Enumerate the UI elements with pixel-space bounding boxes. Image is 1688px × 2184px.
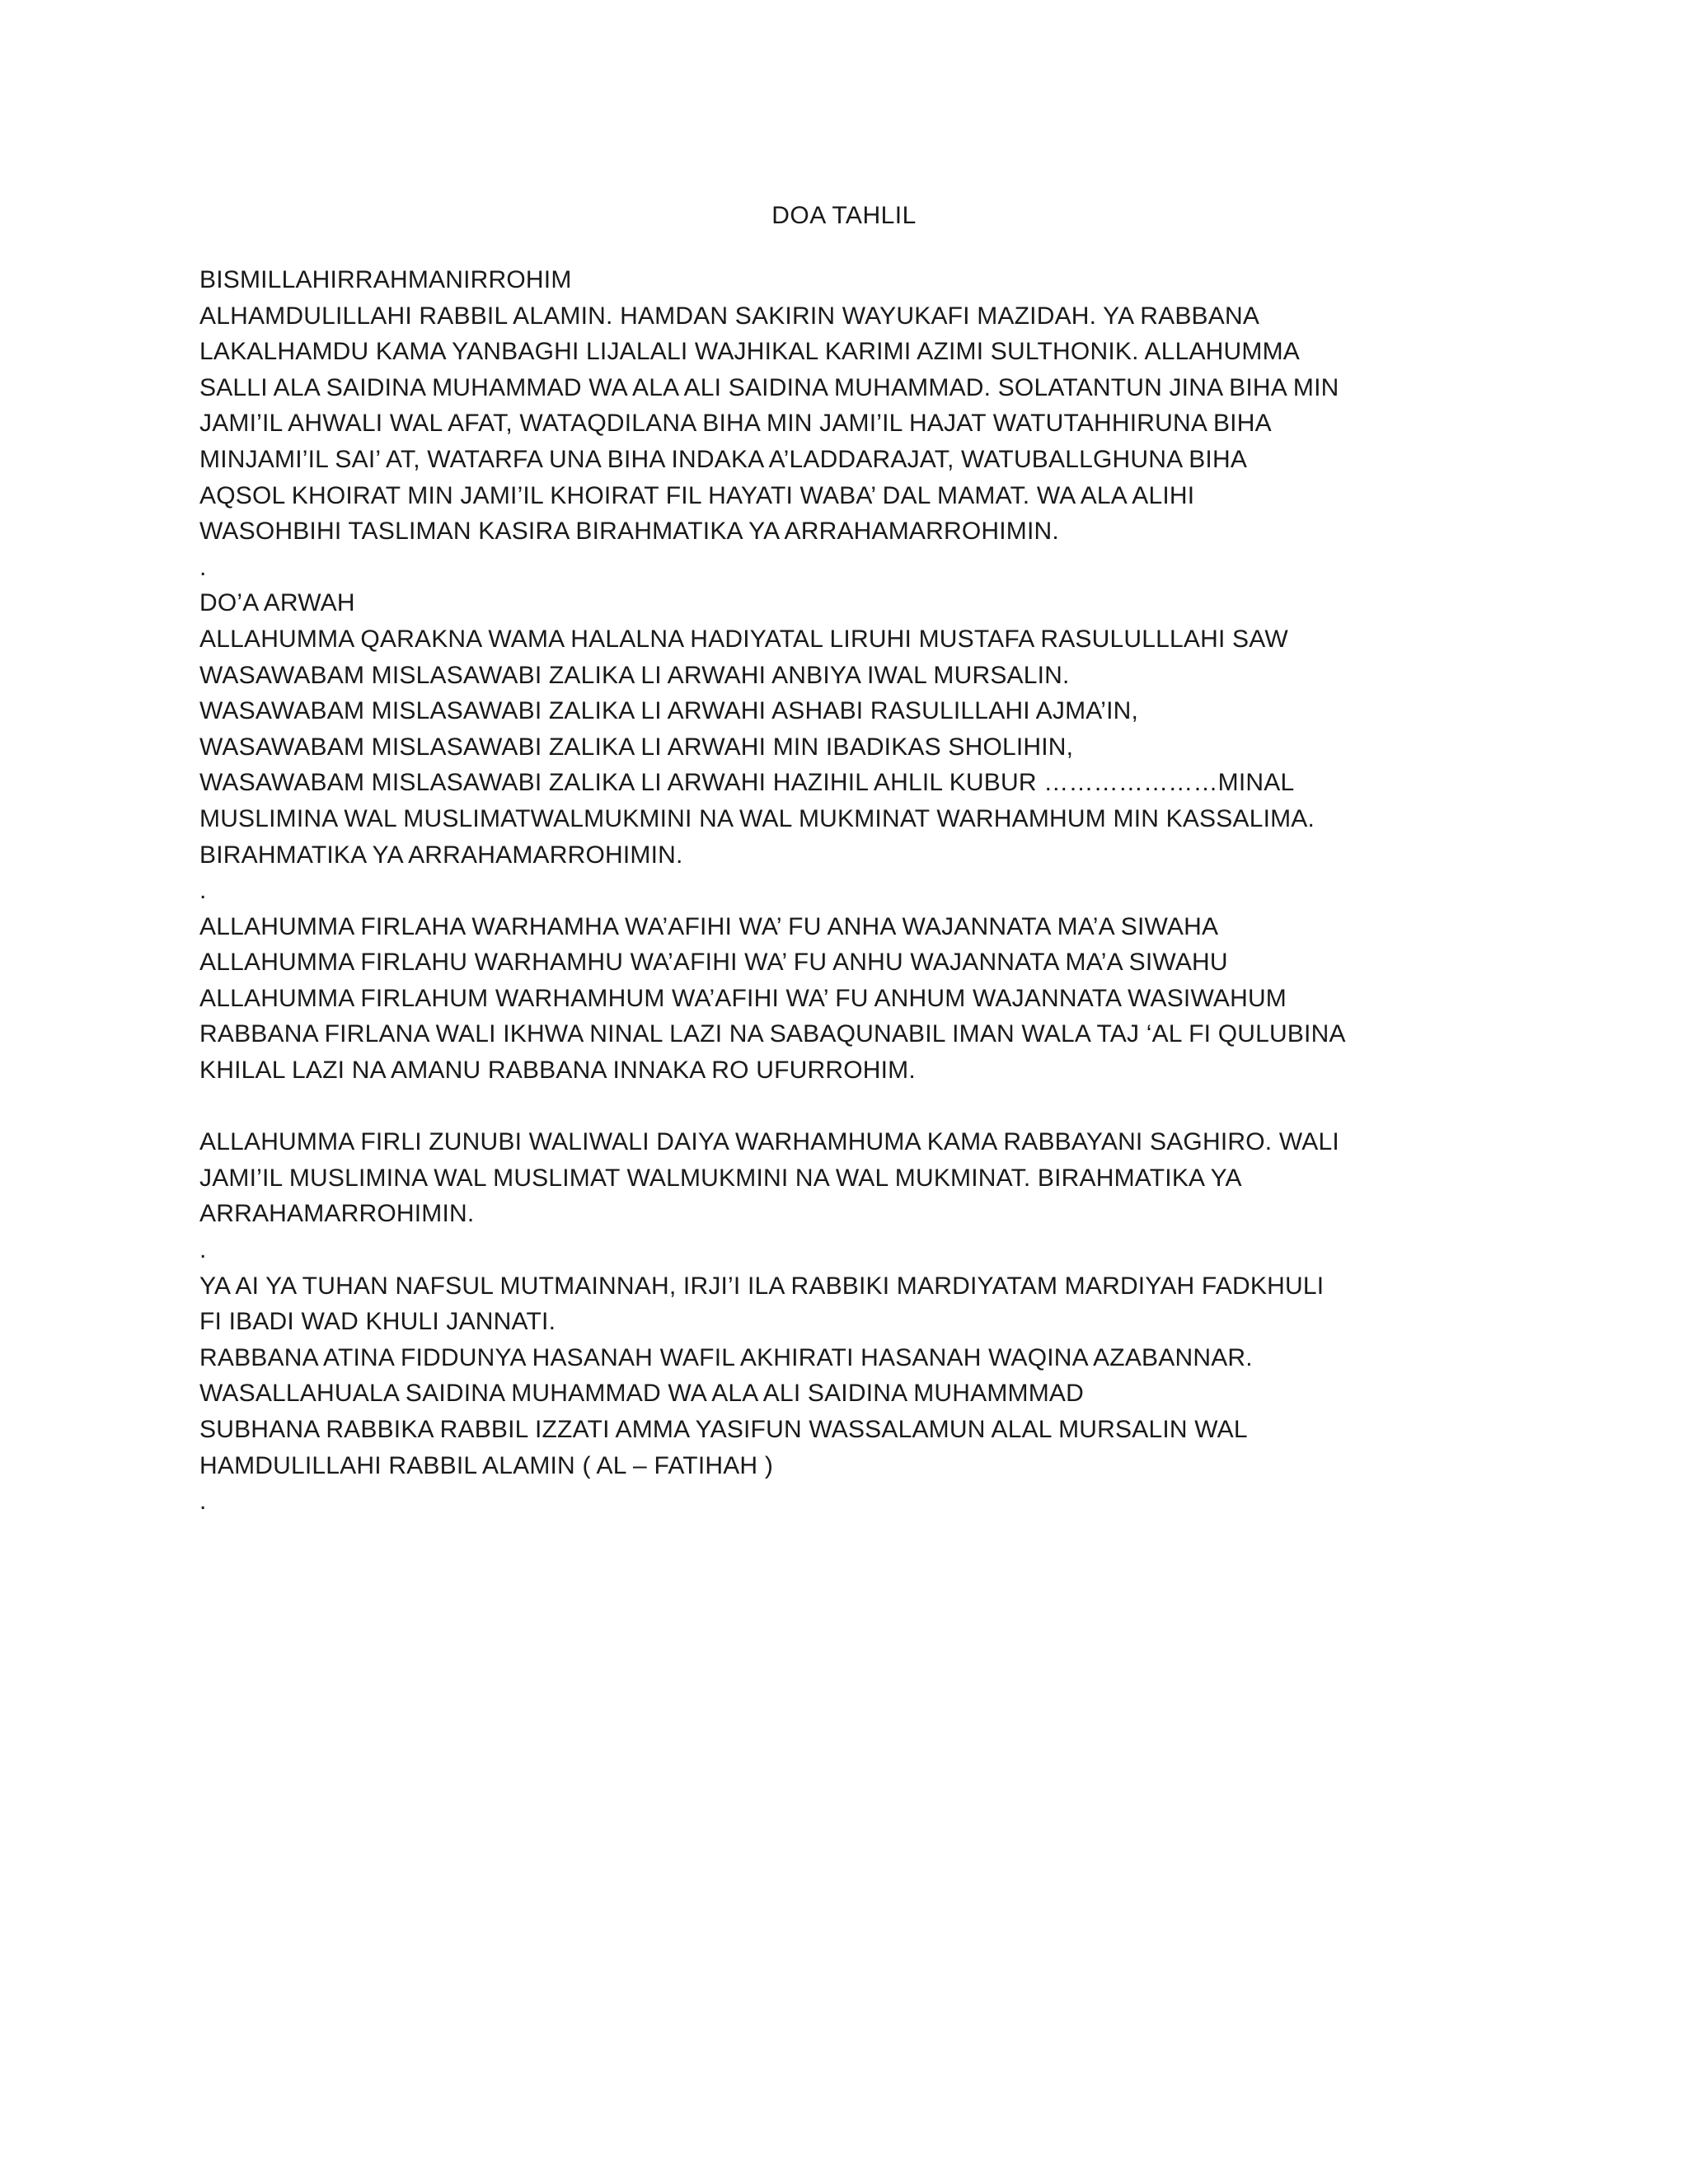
text-line: RABBANA ATINA FIDDUNYA HASANAH WAFIL AKHIRATI HASANAH WAQINA AZABANNAR. bbox=[199, 1343, 1253, 1371]
text-line: ALLAHUMMA FIRLI ZUNUBI WALIWALI DAIYA WARHAMHUMA KAMA RABBAYANI SAGHIRO. WALI bbox=[199, 1128, 1339, 1156]
text-line: JAMI’IL MUSLIMINA WAL MUSLIMAT WALMUKMINI NA WAL MUKMINAT. BIRAHMATIKA YA bbox=[199, 1164, 1242, 1192]
text-line: MUSLIMINA WAL MUSLIMATWALMUKMINI NA WAL MUKMINAT WARHAMHUM MIN KASSALIMA. bbox=[199, 804, 1315, 832]
blank-line bbox=[199, 1089, 1502, 1125]
text-line: BISMILLAHIRRAHMANIRROHIM bbox=[199, 266, 572, 293]
text-line: SUBHANA RABBIKA RABBIL IZZATI AMMA YASIFUN WASSALAMUN ALAL MURSALIN WAL bbox=[199, 1416, 1248, 1443]
text-line: LAKALHAMDU KAMA YANBAGHI LIJALALI WAJHIKAL KARIMI AZIMI SULTHONIK. ALLAHUMMA bbox=[199, 338, 1300, 366]
text-line: ALHAMDULILLAHI RABBIL ALAMIN. HAMDAN SAKIRIN WAYUKAFI MAZIDAH. YA RABBANA bbox=[199, 302, 1260, 330]
section-heading: DO’A ARWAH bbox=[199, 589, 355, 617]
separator-dot: . bbox=[199, 553, 207, 581]
text-line: JAMI’IL AHWALI WAL AFAT, WATAQDILANA BIHA MIN JAMI’IL HAJAT WATUTAHHIRUNA BIHA bbox=[199, 410, 1272, 438]
text-line: ALLAHUMMA QARAKNA WAMA HALALNA HADIYATAL LIRUHI MUSTAFA RASULULLLAHI SAW bbox=[199, 625, 1288, 653]
text-line: KHILAL LAZI NA AMANU RABBANA INNAKA RO UFURROHIM. bbox=[199, 1057, 916, 1085]
text-line: FI IBADI WAD KHULI JANNATI. bbox=[199, 1308, 556, 1336]
text-line: WASALLAHUALA SAIDINA MUHAMMAD WA ALA ALI SAIDINA MUHAMMMAD bbox=[199, 1380, 1084, 1408]
text-line: RABBANA FIRLANA WALI IKHWA NINAL LAZI NA SABAQUNABIL IMAN WALA TAJ ‘AL FI QULUBINA bbox=[199, 1020, 1346, 1048]
separator-dot: . bbox=[199, 1488, 207, 1516]
text-line: MINJAMI’IL SAI’ AT, WATARFA UNA BIHA INDAKA A’LADDARAJAT, WATUBALLGHUNA BIHA bbox=[199, 445, 1248, 473]
text-line: ALLAHUMMA FIRLAHA WARHAMHA WA’AFIHI WA’ FU ANHA WAJANNATA MA’A SIWAHA bbox=[199, 912, 1219, 940]
text-line: ALLAHUMMA FIRLAHUM WARHAMHUM WA’AFIHI WA’ FU ANHUM WAJANNATA WASIWAHUM bbox=[199, 984, 1287, 1012]
text-line: ARRAHAMARROHIMIN. bbox=[199, 1200, 475, 1228]
text-line: WASAWABAM MISLASAWABI ZALIKA LI ARWAHI HAZIHIL AHLIL KUBUR …………………MINAL bbox=[199, 769, 1295, 797]
text-line: AQSOL KHOIRAT MIN JAMI’IL KHOIRAT FIL HAYATI WABA’ DAL MAMAT. WA ALA ALIHI bbox=[199, 481, 1195, 509]
text-line: WASAWABAM MISLASAWABI ZALIKA LI ARWAHI MIN IBADIKAS SHOLIHIN, bbox=[199, 733, 1074, 761]
text-line: YA AI YA TUHAN NAFSUL MUTMAINNAH, IRJI’I ILA RABBIKI MARDIYATAM MARDIYAH FADKHULI bbox=[199, 1272, 1325, 1300]
text-line: WASAWABAM MISLASAWABI ZALIKA LI ARWAHI ASHABI RASULILLAHI AJMA’IN, bbox=[199, 697, 1139, 725]
text-line: SALLI ALA SAIDINA MUHAMMAD WA ALA ALI SAIDINA MUHAMMAD. SOLATANTUN JINA BIHA MIN bbox=[199, 373, 1339, 401]
separator-dot: . bbox=[199, 1236, 207, 1264]
document-title: DOA TAHLIL bbox=[771, 202, 917, 229]
separator-dot: . bbox=[199, 877, 207, 905]
text-line: WASAWABAM MISLASAWABI ZALIKA LI ARWAHI ANBIYA IWAL MURSALIN. bbox=[199, 661, 1070, 689]
text-line: BIRAHMATIKA YA ARRAHAMARROHIMIN. bbox=[199, 841, 683, 869]
document-body bbox=[199, 262, 1502, 1520]
text-line: HAMDULILLAHI RABBIL ALAMIN ( AL – FATIHAH ) bbox=[199, 1451, 774, 1479]
text-line: WASOHBIHI TASLIMAN KASIRA BIRAHMATIKA YA ARRAHAMARROHIMIN. bbox=[199, 518, 1059, 546]
text-line: ALLAHUMMA FIRLAHU WARHAMHU WA’AFIHI WA’ FU ANHU WAJANNATA MA’A SIWAHU bbox=[199, 949, 1228, 977]
